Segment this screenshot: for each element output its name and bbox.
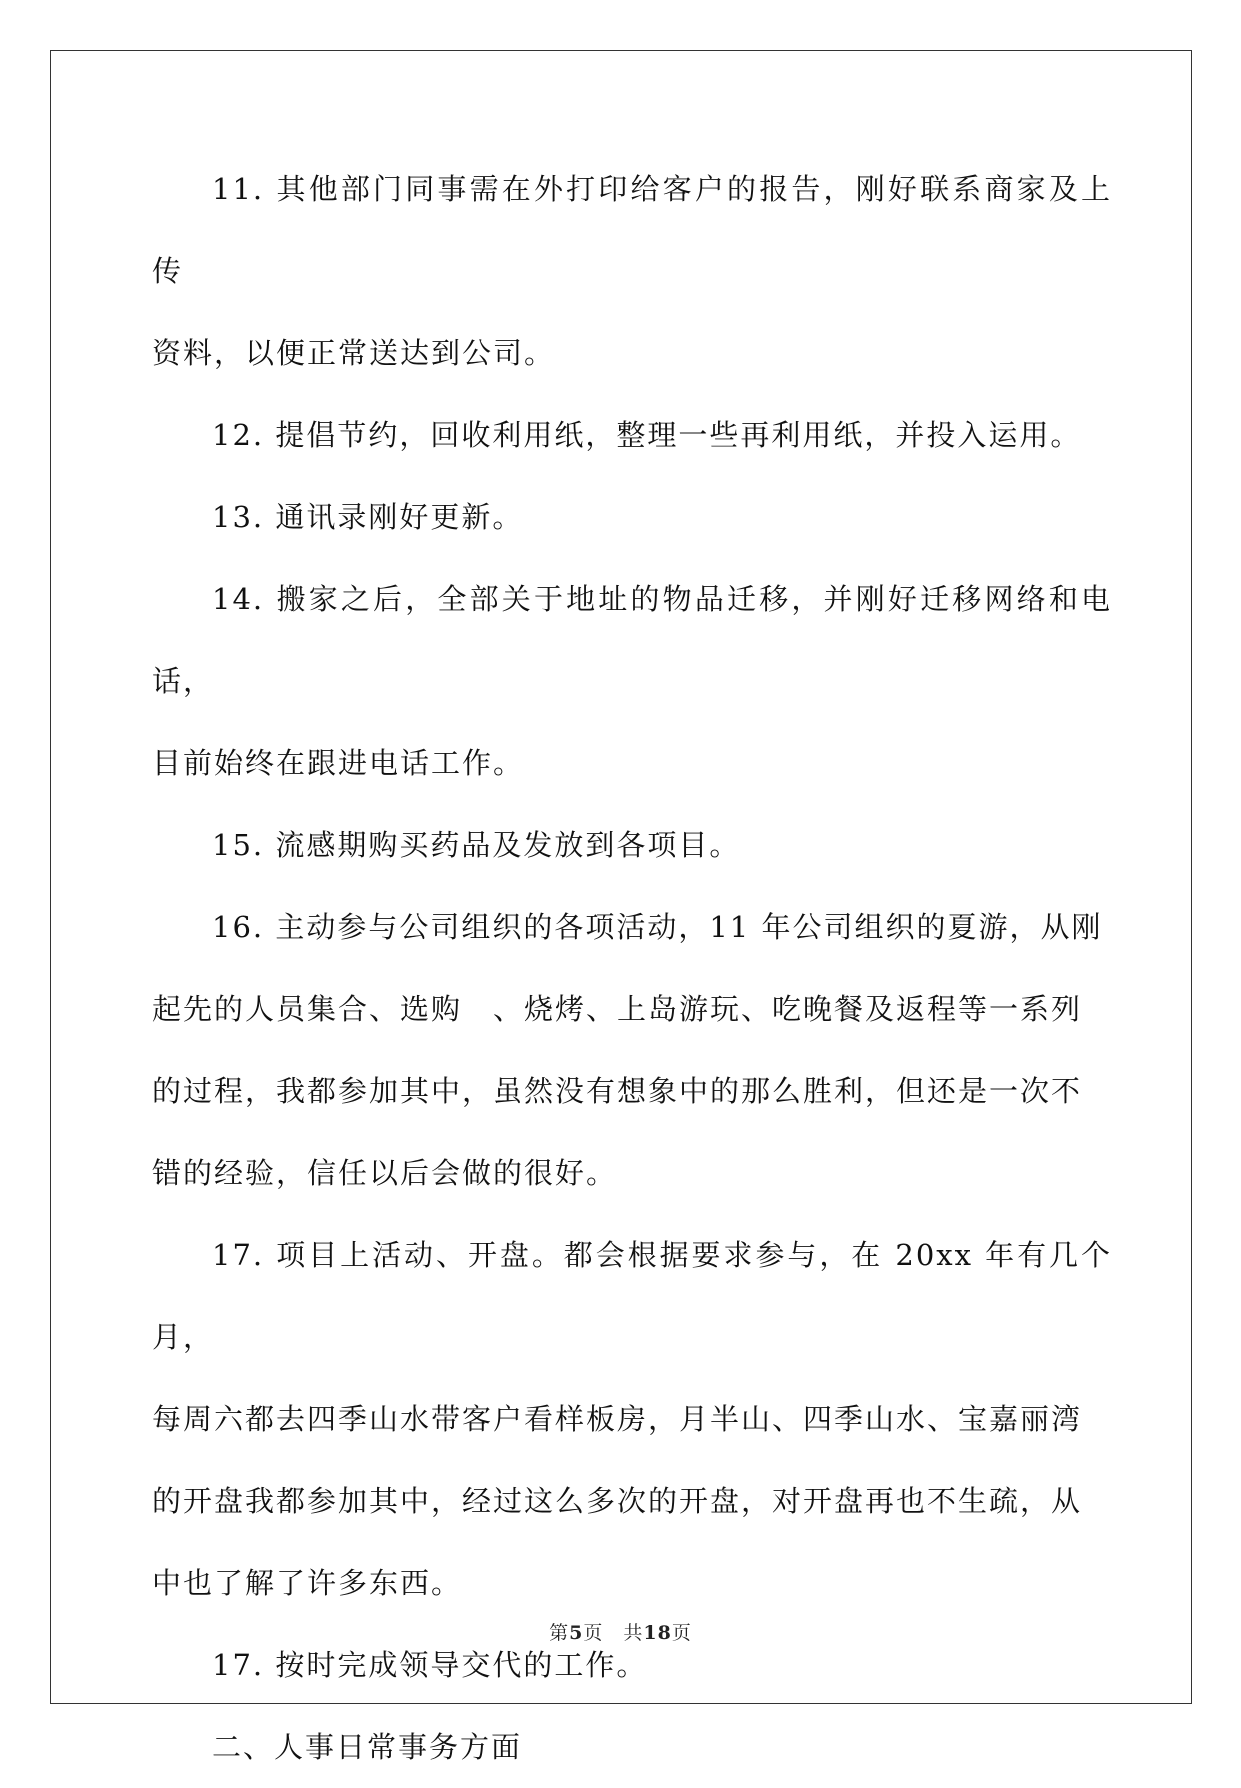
section-heading (152, 1706, 1112, 1788)
footer-suffix: 页 (671, 1622, 692, 1644)
text-line: 中也了解了许多东西。 (152, 1566, 463, 1600)
paragraph-item-12 (152, 394, 1112, 476)
document-body (152, 0, 1112, 1788)
paragraph-item-13 (152, 476, 1112, 558)
text-line: 二、人事日常事务方面 (212, 1730, 523, 1764)
text-line: 每周六都去四季山水带客户看样板房，月半山、四季山水、宝嘉丽湾 (152, 1402, 1083, 1436)
text-line: 14. 搬家之后，全部关于地址的物品迁移，并刚好迁移网络和电话， (152, 582, 1112, 698)
paragraph-item-11 (152, 148, 1112, 394)
text-line: 资料，以便正常送达到公司。 (152, 336, 556, 370)
text-line: 的过程，我都参加其中，虽然没有想象中的那么胜利，但还是一次不 (152, 1074, 1083, 1108)
text-line: 目前始终在跟进电话工作。 (152, 746, 525, 780)
footer-middle: 页 共 (583, 1622, 644, 1644)
footer-prefix: 第 (549, 1622, 570, 1644)
paragraph-item-14 (152, 558, 1112, 804)
paragraph-item-17a (152, 1214, 1112, 1624)
text-line: 12. 提倡节约，回收利用纸，整理一些再利用纸，并投入运用。 (212, 418, 1082, 452)
paragraph-item-15 (152, 804, 1112, 886)
paragraph-item-16 (152, 886, 1112, 1214)
text-line: 17. 按时完成领导交代的工作。 (212, 1648, 648, 1682)
total-page-count: 18 (643, 1622, 672, 1644)
text-line: 的开盘我都参加其中，经过这么多次的开盘，对开盘再也不生疏，从 (152, 1484, 1083, 1518)
text-line: 17. 项目上活动、开盘。都会根据要求参与，在 20xx 年有几个月， (152, 1238, 1112, 1354)
text-line: 11. 其他部门同事需在外打印给客户的报告，刚好联系商家及上传 (152, 172, 1112, 288)
text-line: 16. 主动参与公司组织的各项活动，11 年公司组织的夏游，从刚 (212, 910, 1103, 944)
text-line: 13. 通讯录刚好更新。 (212, 500, 524, 534)
page-footer (0, 1618, 1241, 1645)
text-line: 起先的人员集合、选购 、烧烤、上岛游玩、吃晚餐及返程等一系列 (152, 992, 1083, 1026)
text-line: 15. 流感期购买药品及发放到各项目。 (212, 828, 741, 862)
current-page-number: 5 (569, 1622, 584, 1644)
text-line: 错的经验，信任以后会做的很好。 (152, 1156, 618, 1190)
